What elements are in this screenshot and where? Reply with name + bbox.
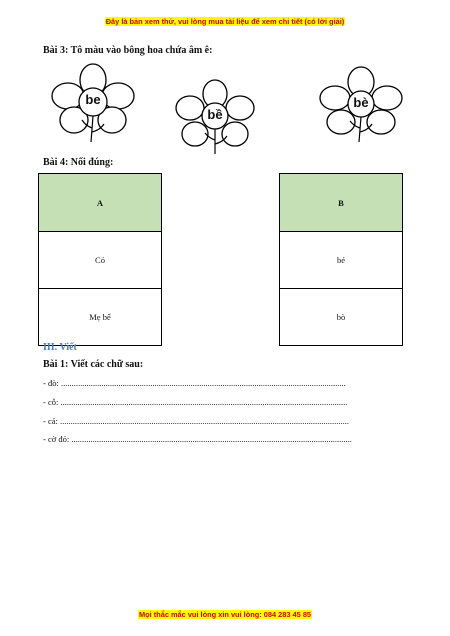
- flower-group: [40, 60, 420, 160]
- column-a-item[interactable]: Mẹ bế: [39, 289, 162, 346]
- contact-footer: [0, 604, 450, 622]
- exercise-4-title: Bài 4: Nối đúng:: [43, 157, 114, 168]
- writing-line[interactable]: - cá: ........................................................................................................................................: [43, 416, 349, 426]
- flower-3[interactable]: [317, 66, 405, 146]
- preview-banner-text: Đây là bản xem thử, vui lòng mua tài liệu để xem chi tiết (có lời giải): [105, 17, 345, 26]
- exercise-3-title: Bài 3: Tô màu vào bông hoa chứa âm ê:: [43, 45, 213, 56]
- writing-line[interactable]: - cờ đỏ: ....................................................................................................................................: [43, 434, 352, 444]
- writing-line[interactable]: - cỗ: .......................................................................................................................................: [43, 397, 348, 407]
- column-a-item[interactable]: Cỏ: [39, 232, 162, 289]
- column-b-item[interactable]: bò: [280, 289, 403, 346]
- column-a-header: A: [39, 174, 162, 232]
- section-title: III. Viết: [43, 342, 77, 353]
- contact-footer-text: Mọi thắc mắc vui lòng xin vui lòng: 084 283 45 85: [138, 610, 312, 619]
- exercise-1-title: Bài 1: Viết các chữ sau:: [43, 359, 144, 370]
- flower-2-label: bề: [207, 107, 223, 122]
- column-b-header: B: [280, 174, 403, 232]
- column-b-item[interactable]: bé: [280, 232, 403, 289]
- flower-1[interactable]: [48, 62, 138, 147]
- column-a-table: [38, 173, 162, 346]
- flower-3-label: bè: [353, 95, 369, 110]
- flower-1-label: be: [85, 92, 101, 107]
- preview-banner: [0, 11, 450, 29]
- flower-2[interactable]: [173, 78, 257, 158]
- writing-line[interactable]: - đò: ......................................................................................................................................: [43, 378, 346, 388]
- column-b-table: [279, 173, 403, 346]
